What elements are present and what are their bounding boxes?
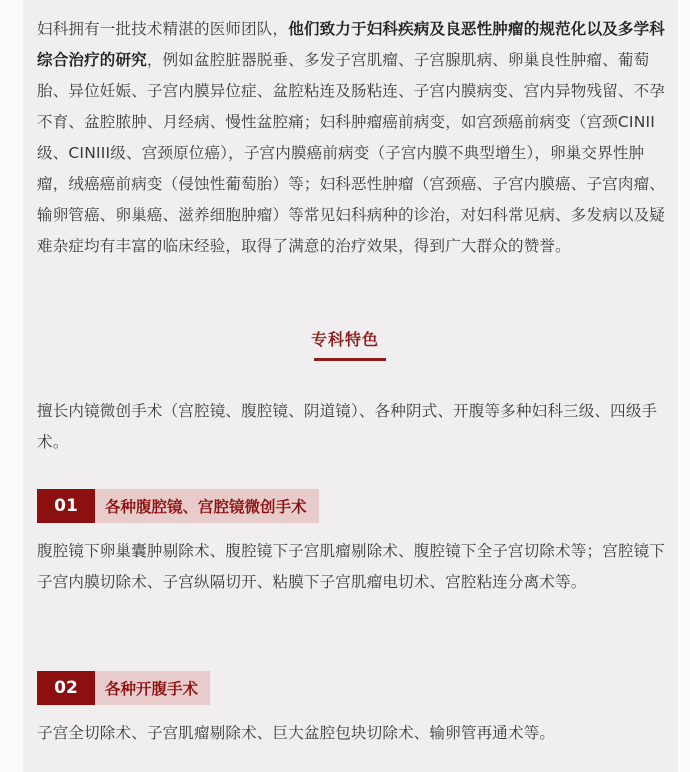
item-badge-02 (37, 671, 210, 705)
item-label: 各种开腹手术 (95, 671, 210, 705)
item-number: 01 (37, 489, 95, 523)
intro-text-bold: 他们致力于妇科疾病及良恶性肿瘤的规范化以及多学科综合治疗的研究 (37, 20, 666, 69)
item-text-01: 腹腔镜下卵巢囊肿剔除术、腹腔镜下子宫肌瘤剔除术、腹腔镜下全子宫切除术等；宫腔镜下子宫内膜切除术、子宫纵隔切开、粘膜下子宫肌瘤电切术、宫腔粘连分离术等。 (37, 542, 666, 591)
item-label: 各种腹腔镜、宫腔镜微创手术 (95, 489, 319, 523)
left-margin (0, 0, 23, 772)
item-number: 02 (37, 671, 95, 705)
intro-text-2: ，例如盆腔脏器脱垂、多发子宫肌瘤、子宫腺肌病、卵巢良性肿瘤、葡萄胎、异位妊娠、子宫内膜异位症、盆腔粘连及肠粘连、子宫内膜病变、宫内异物残留、不孕不育、盆腔脓肿、月经病、慢性盆腔痛；妇科肿瘤癌前病变，如宫颈癌前病变（宫颈CINII级、CINIII级、宫颈原位癌），子宫内膜癌前病变（子宫内膜不典型增生），卵巢交界性肿瘤，绒癌癌前病变（侵蚀性葡萄胎）等；妇科恶性肿瘤（宫颈癌、子宫内膜癌、子宫肉瘤、输卵管癌、卵巢癌、滋养细胞肿瘤）等常见妇科病种的诊治，对妇科常见病、多发病以及疑难杂症均有丰富的临床经验，取得了满意的治疗效果，得到广大群众的赞誉。 (37, 51, 666, 255)
right-margin (678, 0, 690, 772)
section-title (0, 327, 690, 350)
item-text-02: 子宫全切除术、子宫肌瘤剔除术、巨大盆腔包块切除术、输卵管再通术等。 (37, 724, 556, 742)
section-title-text: 专科特色 (310, 330, 379, 349)
intro-text-1: 妇科拥有一批技术精湛的医师团队， (37, 20, 289, 38)
intro-paragraph (37, 14, 667, 262)
item-badge-01 (37, 489, 319, 523)
section-title-underline (314, 358, 386, 361)
section-description: 擅长内镜微创手术（宫腔镜、腹腔镜、阴道镜）、各种阴式、开腹等多种妇科三级、四级手术。 (37, 402, 658, 451)
